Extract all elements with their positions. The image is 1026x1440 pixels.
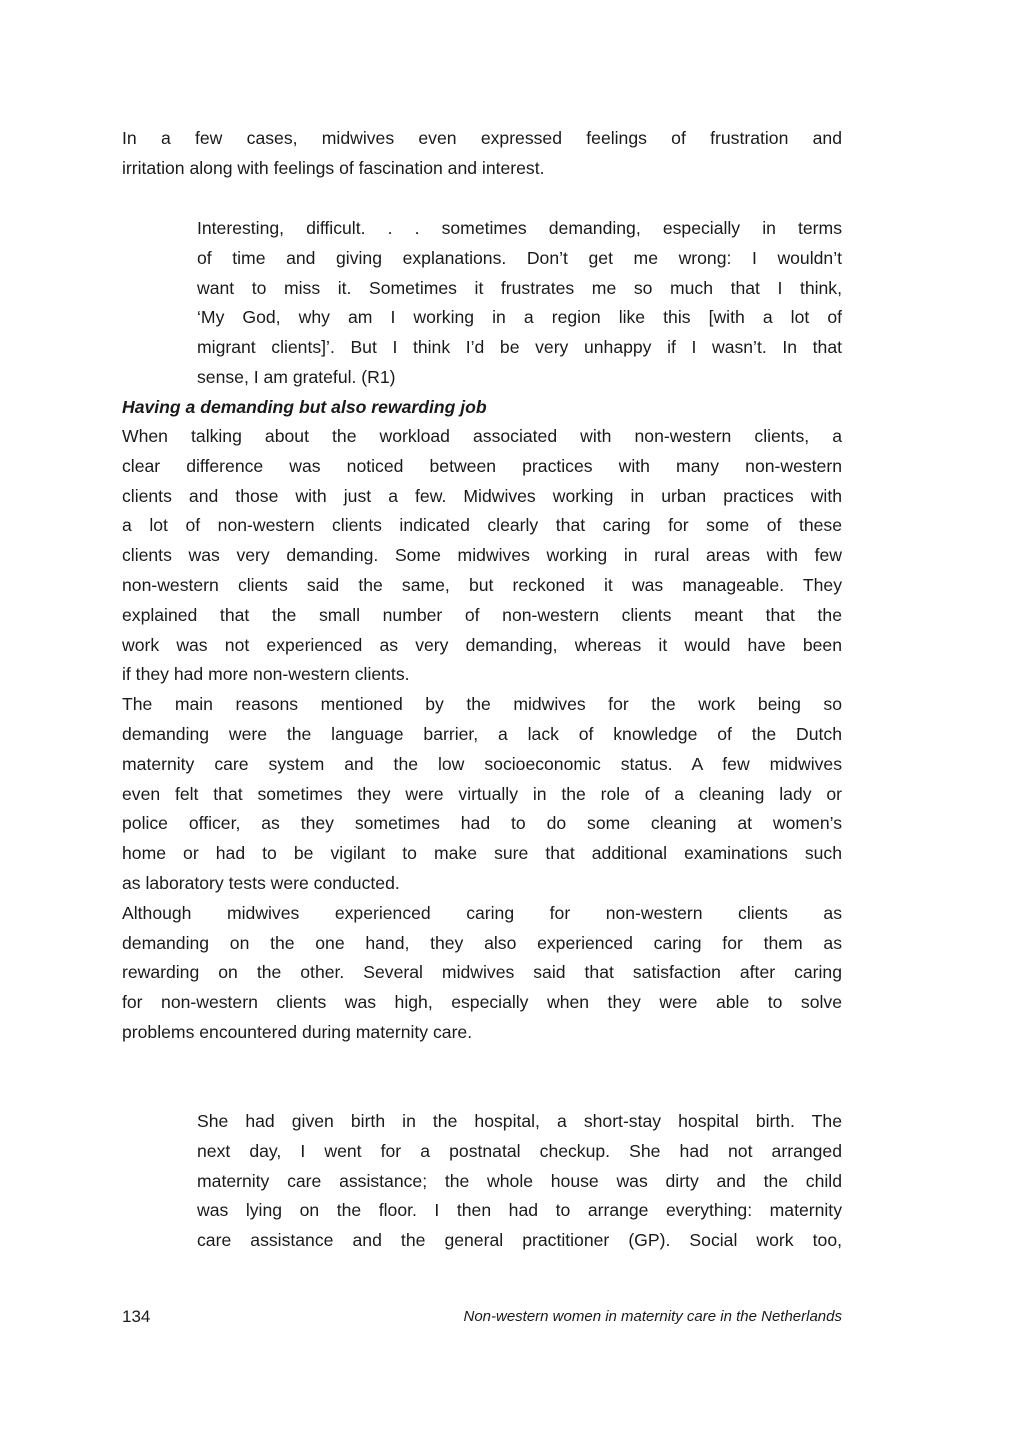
text-line: Interesting, difficult. . . sometimes demanding, especially in terms xyxy=(197,218,842,238)
text-line: home or had to be vigilant to make sure that additional examinations such xyxy=(122,843,842,864)
page-footer xyxy=(122,1302,842,1332)
block-quote-2 xyxy=(197,1107,842,1256)
text-line: care assistance and the general practitioner (GP). Social work too, xyxy=(197,1230,842,1251)
text-line: When talking about the workload associated with non-western clients, a xyxy=(122,426,842,446)
running-title: Non-western women in maternity care in the Netherlands xyxy=(463,1308,842,1325)
text-line: maternity care assistance; the whole house was dirty and the child xyxy=(197,1170,842,1191)
text-line: clients and those with just a few. Midwives working in urban practices with xyxy=(122,485,842,506)
text-line: work was not experienced as very demanding, whereas it would have been xyxy=(122,634,842,655)
paragraph-3 xyxy=(122,690,842,899)
paragraph-2 xyxy=(122,422,842,690)
text-line: clear difference was noticed between practices with many non-western xyxy=(122,455,842,476)
page-number: 134 xyxy=(122,1307,151,1326)
text-line: want to miss it. Sometimes it frustrates me so much that I think, xyxy=(197,277,842,298)
text-line: non-western clients said the same, but reckoned it was manageable. They xyxy=(122,574,842,595)
text-line: was lying on the floor. I then had to arrange everything: maternity xyxy=(197,1200,842,1221)
text-line: demanding were the language barrier, a lack of knowledge of the Dutch xyxy=(122,723,842,744)
text-line: ‘My God, why am I working in a region like this [with a lot of xyxy=(197,307,842,328)
text-line: clients was very demanding. Some midwives working in rural areas with few xyxy=(122,545,842,566)
text-line: demanding on the one hand, they also experienced caring for them as xyxy=(122,932,842,953)
text-line: In a few cases, midwives even expressed feelings of frustration and xyxy=(122,128,842,148)
text-line: if they had more non-western clients. xyxy=(122,664,410,685)
text-line: of time and giving explanations. Don’t get me wrong: I wouldn’t xyxy=(197,247,842,268)
section-heading xyxy=(122,393,842,423)
paragraph-1 xyxy=(122,124,842,184)
text-line: problems encountered during maternity care. xyxy=(122,1021,473,1042)
text-line: police officer, as they sometimes had to do some cleaning at women’s xyxy=(122,813,842,834)
text-line: rewarding on the other. Several midwives said that satisfaction after caring xyxy=(122,962,842,983)
text-line: migrant clients]’. But I think I’d be very unhappy if I wasn’t. In that xyxy=(197,337,842,358)
text-line: irritation along with feelings of fascination and interest. xyxy=(122,157,545,178)
block-quote-1 xyxy=(197,214,842,393)
paragraph-4 xyxy=(122,899,842,1048)
text-line: The main reasons mentioned by the midwives for the work being so xyxy=(122,694,842,715)
text-line: for non-western clients was high, especially when they were able to solve xyxy=(122,992,842,1013)
body-text xyxy=(122,422,842,1048)
text-line: Although midwives experienced caring for non-western clients as xyxy=(122,902,842,923)
text-line: a lot of non-western clients indicated clearly that caring for some of these xyxy=(122,515,842,536)
text-line: even felt that sometimes they were virtually in the role of a cleaning lady or xyxy=(122,783,842,804)
text-line: She had given birth in the hospital, a short-stay hospital birth. The xyxy=(197,1111,842,1131)
text-line: next day, I went for a postnatal checkup. She had not arranged xyxy=(197,1140,842,1161)
heading-text: Having a demanding but also rewarding job xyxy=(122,397,487,417)
text-line: explained that the small number of non-western clients meant that the xyxy=(122,604,842,625)
text-line: maternity care system and the low socioeconomic status. A few midwives xyxy=(122,753,842,774)
text-line: sense, I am grateful. (R1) xyxy=(197,366,396,387)
text-line: as laboratory tests were conducted. xyxy=(122,872,400,893)
